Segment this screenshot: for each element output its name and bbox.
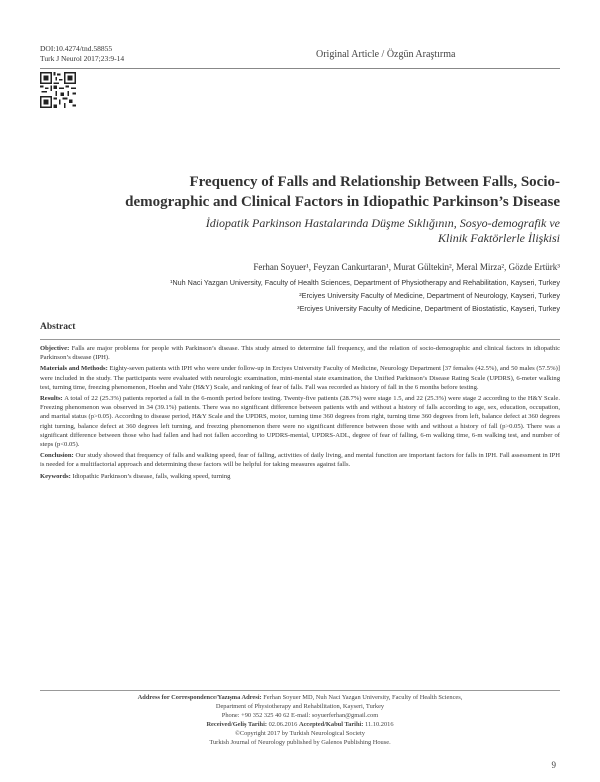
author-list: Ferhan Soyuer¹, Feyzan Cankurtaran¹, Murat Gültekin², Meral Mirza², Gözde Ertürk³ — [253, 262, 560, 272]
correspondence-address: Ferhan Soyuer MD, Nuh Naci Yazgan University, Faculty of Health Sciences, — [263, 694, 463, 701]
doi: DOI:10.4274/tnd.58855 — [40, 44, 113, 53]
methods-text: Eighty-seven patients with IPH who were under follow-up in Erciyes University Faculty of Medicine, Neurology Department [37 females (42.5%), and 50 males (57.5%)] were included in the study. The participants were evaluated with neurologic examination, mini-mental state examination, the Unified Parkinson’s Disease Rating Scale (UPDRS), 6-meter walking test, turning time, freezing phenomenon, Hoehn and Yahr (H&Y) Scale, and ranking of fear of falls. Fall was recorded as history of fall in the 6 months before testing. — [40, 365, 560, 391]
header-divider — [40, 68, 560, 69]
conclusion-text: Our study showed that frequency of falls and walking speed, fear of falling, activities of daily living, and mental function are important factors for falls in IPH. Fall assessment in IPH is needed for a multifactorial approach and determining these factors will be helpful for taking measures against falls. — [40, 452, 560, 469]
keywords-text: Idiopathic Parkinson’s disease, falls, walking speed, turning — [72, 472, 231, 480]
affiliation-2: ²Erciyes University Faculty of Medicine, Department of Neurology, Kayseri, Turkey — [299, 291, 560, 300]
abstract-keywords — [40, 472, 560, 481]
accepted-date: 11.10.2016 — [365, 721, 394, 728]
title-tr-line-2: Klinik Faktörlerle İlişkisi — [438, 231, 560, 245]
accepted-label: Accepted/Kabul Tarihi: — [298, 721, 364, 728]
doi-block — [40, 44, 124, 64]
footer-divider — [40, 690, 560, 691]
received-date: 02.06.2016 — [268, 721, 298, 728]
abstract-conclusion — [40, 451, 560, 469]
article-title — [110, 172, 560, 212]
affiliation-1: ¹Nuh Naci Yazgan University, Faculty of Health Sciences, Department of Physiotherapy and Rehabilitation, Kayseri, Turkey — [170, 278, 560, 287]
abstract-divider — [40, 339, 560, 340]
results-text: A total of 22 (25.3%) patients reported a fall in the 6-month period before testing. Twenty-five patients (28.7%) were stage 1.5, and 22 (25.3%) were stage 2 according to the H&Y Scale. Freezing phenomenon was observed in 34 (39.1%) patients. There was no significant difference between patients with and without a history of falls according to age, sex, education, occupation, and marital status (p>0.05). According to disease period, H&Y Scale and the UPDRS, motor, turning time 360 degrees from right, turning time 360 degrees from left, balance defect at 360 degrees right turning, balance defect at 360 degrees left turning, and freezing phenomenon there were no significant difference between those with and without a history of fall (p>0.05). There was a significant difference between those who had fallen and had not fallen according to UPDRS-mental, UPDRS-ADL, degree of fear of falling, 6-m walking time, 6-m walking test, and number of steps (p<0.05). — [40, 395, 560, 449]
results-label: Results: — [40, 395, 63, 403]
page-number: 9 — [551, 760, 556, 770]
correspondence-label: Address for Correspondence/Yazışma Adresi: — [137, 694, 262, 701]
journal-reference: Turk J Neurol 2017;23:9-14 — [40, 54, 125, 63]
copyright-line: ©Copyright 2017 by Turkish Neurological Society — [234, 730, 365, 737]
abstract-methods — [40, 364, 560, 392]
title-line-2: demographic and Clinical Factors in Idiopathic Parkinson’s Disease — [125, 194, 560, 210]
article-title-turkish — [150, 216, 560, 246]
dates-line — [60, 720, 540, 729]
conclusion-label: Conclusion: — [40, 452, 74, 460]
publisher-line: Turkish Journal of Neurology published by Galenos Publishing House. — [209, 739, 391, 746]
contact-line: Phone: +90 352 325 40 62 E-mail: soyuerferhan@gmail.com — [221, 712, 379, 719]
objective-label: Objective: — [40, 345, 70, 352]
correspondence-line-1 — [60, 693, 540, 702]
correspondence-line-2: Department of Physiotherapy and Rehabilitation, Kayseri, Turkey — [215, 703, 385, 710]
objective-text: Falls are major problems for people with Parkinson’s disease. This study aimed to determine fall frequency, and the relation of socio-demographic and clinical factors in idiopathic Parkinson’s disease (IPH). — [40, 345, 560, 362]
abstract-objective — [40, 344, 560, 362]
abstract-heading: Abstract — [40, 322, 76, 332]
abstract-body — [40, 344, 560, 483]
article-type: Original Article / Özgün Araştırma — [316, 49, 456, 60]
qr-code-icon — [40, 72, 76, 108]
title-line-1: Frequency of Falls and Relationship Between Falls, Socio- — [189, 174, 560, 190]
methods-label: Materials and Methods: — [40, 365, 108, 373]
received-label: Received/Geliş Tarihi: — [206, 721, 267, 728]
correspondence-footer — [60, 693, 540, 747]
title-tr-line-1: İdiopatik Parkinson Hastalarında Düşme Sıklığının, Sosyo-demografik ve — [205, 216, 560, 230]
affiliation-3: ³Erciyes University Faculty of Medicine, Department of Biostatistic, Kayseri, Turkey — [297, 304, 560, 313]
keywords-label: Keywords: — [40, 472, 71, 480]
abstract-results — [40, 394, 560, 449]
